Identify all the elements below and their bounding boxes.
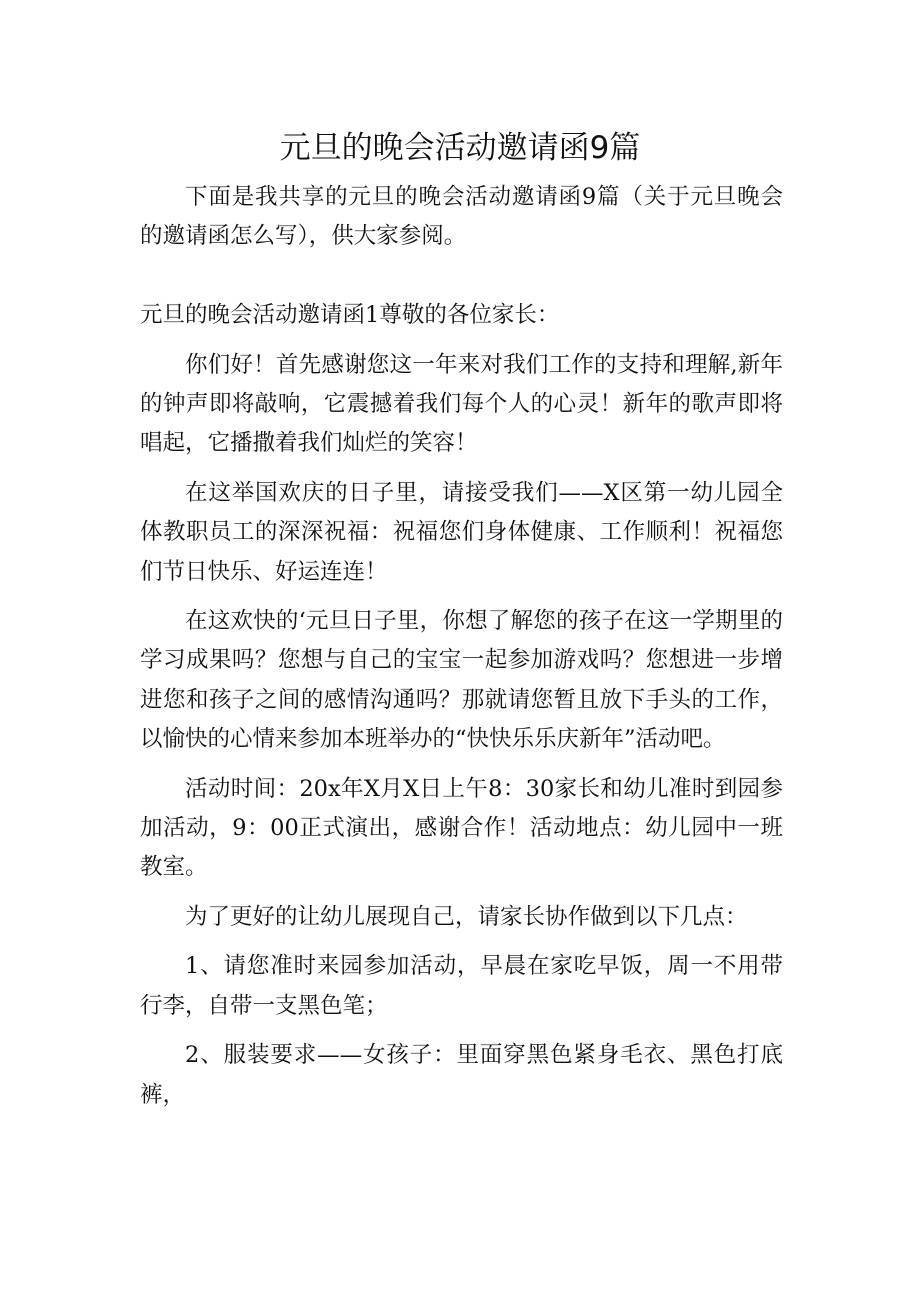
invitation-paragraph: 在这欢快的‘元旦日子里，你想了解您的孩子在这一学期里的学习成果吗？您想与自己的宝宝一起参加游戏吗？您想进一步增进您和孩子之间的感情沟通吗？那就请您暂且放下手头的工作，以愉快的心情来参加本班举办的“快快乐乐庆新年”活动吧。	[140, 608, 783, 753]
document-title: 元旦的晚会活动邀请函9篇	[279, 130, 641, 166]
greeting-paragraph: 你们好！首先感谢您这一年来对我们工作的支持和理解,新年的钟声即将敲响，它震撼着我们每个人的心灵！新年的歌声即将唱起，它播撒着我们灿烂的笑容！	[140, 351, 783, 457]
blessing-paragraph: 在这举国欢庆的日子里，请接受我们——X区第一幼儿园全体教职员工的深深祝福：祝福您们身体健康、工作顺利！祝福您们节日快乐、好运连连！	[140, 479, 783, 585]
document-body	[140, 178, 783, 1125]
requirements-intro: 为了更好的让幼儿展现自己，请家长协作做到以下几点：	[185, 903, 748, 930]
intro-paragraph: 下面是我共享的元旦的晚会活动邀请函9篇（关于元旦晚会的邀请函怎么写），供大家参阅。	[140, 184, 783, 250]
event-details-paragraph: 活动时间：20x年X月X日上午8：30家长和幼儿准时到园参加活动，9：00正式演出，感谢合作！活动地点：幼儿园中一班教室。	[140, 775, 783, 881]
section-heading: 元旦的晚会活动邀请函1尊敬的各位家长：	[140, 302, 560, 329]
requirement-item-2: 2、服装要求——女孩子：里面穿黑色紧身毛衣、黑色打底裤，	[140, 1042, 783, 1108]
requirement-item-1: 1、请您准时来园参加活动，早晨在家吃早饭，周一不用带行李，自带一支黑色笔；	[140, 953, 783, 1019]
